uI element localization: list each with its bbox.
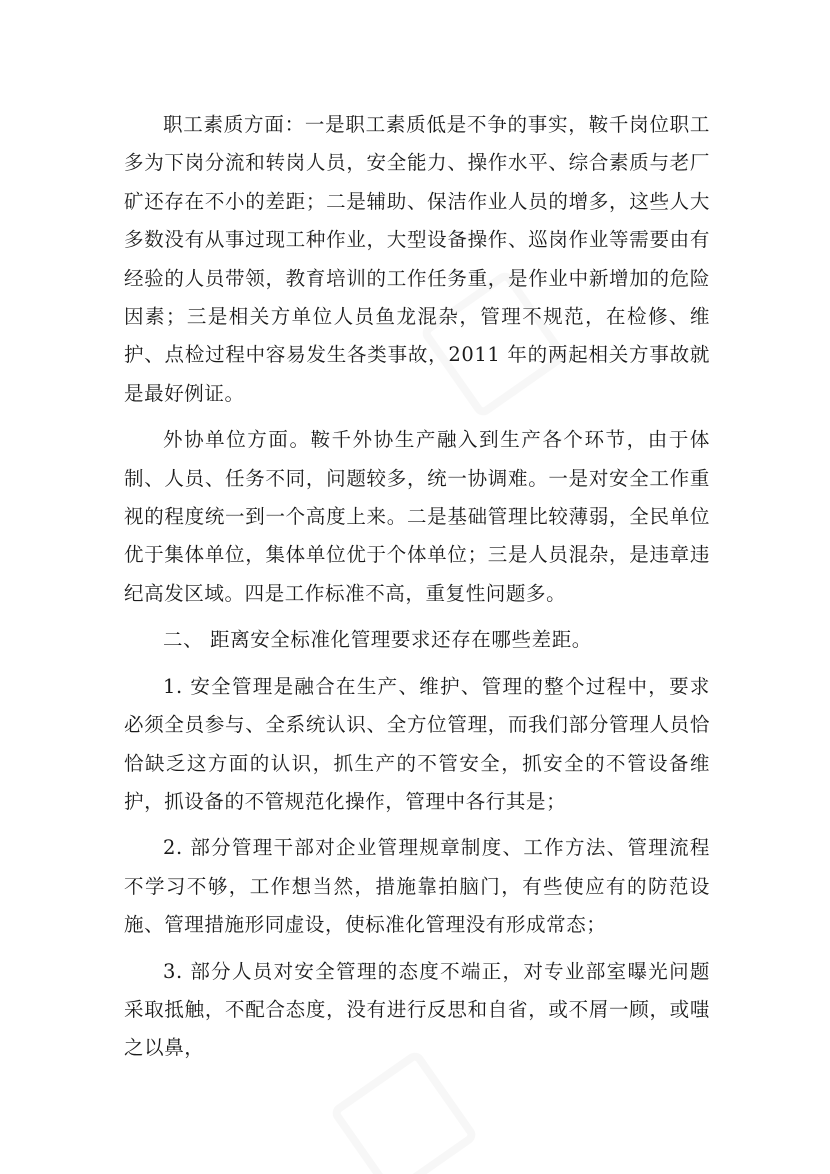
- document-body: [124, 106, 710, 1068]
- list-item-1: 1. 安全管理是融合在生产、维护、管理的整个过程中，要求必须全员参与、全系统认识、全方位管理，而我们部分管理人员恰恰缺乏这方面的认识，抓生产的不管安全，抓安全的不管设备维护，抓设备的不管规范化操作，管理中各行其是；: [124, 674, 710, 813]
- section-heading: 二、 距离安全标准化管理要求还存在哪些差距。: [163, 628, 592, 652]
- list-item-2: 2. 部分管理干部对企业管理规章制度、工作方法、管理流程不学习不够，工作想当然，措施靠拍脑门，有些使应有的防范设施、管理措施形同虚设，使标准化管理没有形成常态；: [124, 836, 710, 937]
- paragraph-worker-quality: 职工素质方面：一是职工素质低是不争的事实，鞍千岗位职工多为下岗分流和转岗人员，安全能力、操作水平、综合素质与老厂矿还存在不小的差距；二是辅助、保洁作业人员的增多，这些人大多数没有从事过现工种作业，大型设备操作、巡岗作业等需要由有经验的人员带领，教育培训的工作任务重，是作业中新增加的危险因素；三是相关方单位人员鱼龙混杂，管理不规范，在检修、维护、点检过程中容易发生各类事故，2011 年的两起相关方事故就是最好例证。: [124, 113, 710, 405]
- paragraph-outsourced-units: 外协单位方面。鞍千外协生产融入到生产各个环节，由于体制、人员、任务不同，问题较多，统一协调难。一是对安全工作重视的程度统一到一个高度上来。二是基础管理比较薄弱，全民单位优于集体单位，集体单位优于个体单位；三是人员混杂，是违章违纪高发区域。四是工作标准不高，重复性问题多。: [124, 428, 710, 605]
- list-item-3: 3. 部分人员对安全管理的态度不端正，对专业部室曝光问题采取抵触，不配合态度，没有进行反思和自省，或不屑一顾，或嗤之以鼻，: [124, 959, 710, 1060]
